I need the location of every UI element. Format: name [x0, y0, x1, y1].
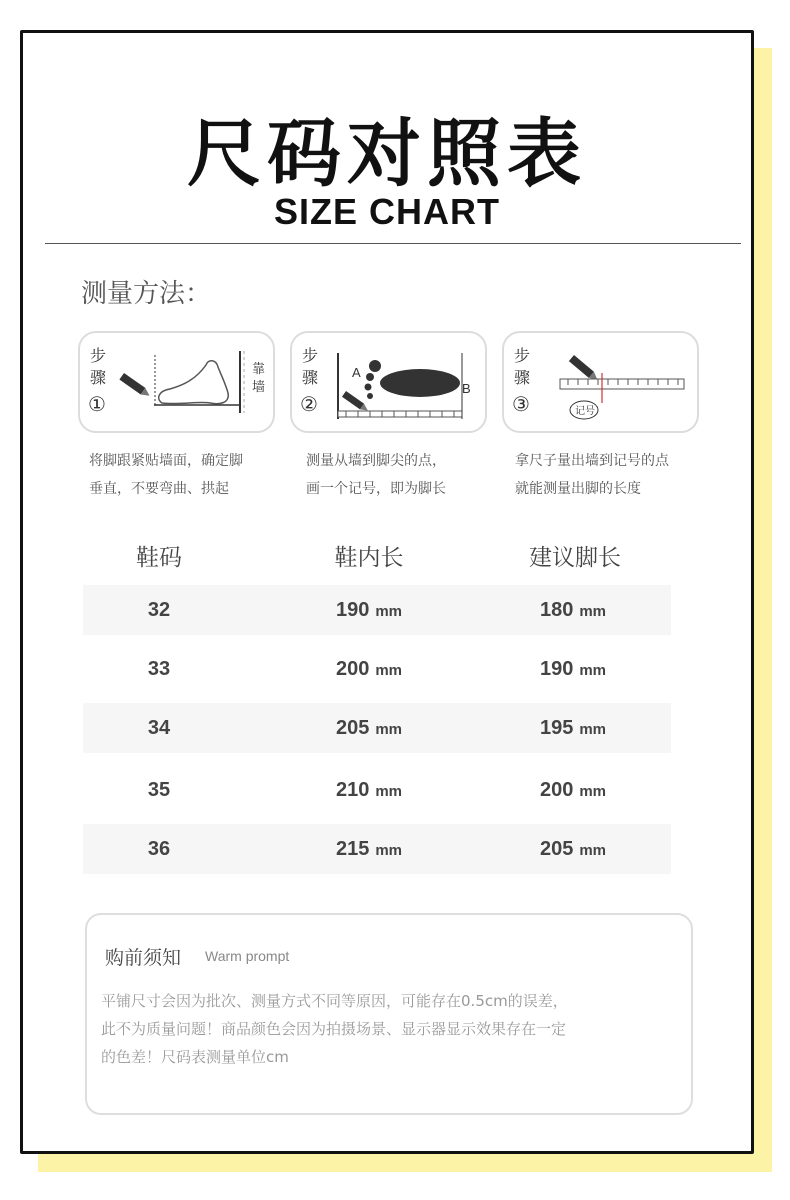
foot-icon	[159, 361, 229, 404]
cell-size: 35	[147, 779, 171, 801]
ruler-icon	[560, 379, 684, 389]
cell-inner: 210 mm	[335, 779, 403, 801]
step-3-description	[515, 447, 715, 503]
step-card-1	[78, 331, 275, 433]
step-1-desc-line2: 垂直，不要弯曲、拱起	[89, 481, 229, 497]
cell-foot: 180 mm	[539, 599, 607, 621]
step-label-top: 步	[90, 346, 107, 365]
method-heading: 测量方法：	[81, 279, 212, 309]
step-number: ①	[88, 392, 106, 416]
notice-line-2: 此不为质量问题！商品颜色会因为拍摄场景、显示器显示效果存在一定	[101, 1020, 567, 1038]
step-2-illustration	[292, 333, 489, 435]
step-label-top: 步	[302, 346, 319, 365]
table-row	[83, 703, 671, 753]
step-1-desc-line1: 将脚跟紧贴墙面，确定脚	[89, 453, 243, 469]
cell-size: 34	[147, 717, 171, 739]
cell-inner: 200 mm	[335, 658, 403, 680]
cell-inner: 205 mm	[335, 717, 403, 739]
mark-label: 记号	[575, 406, 595, 417]
step-label-top: 步	[514, 346, 531, 365]
footprint-icon	[365, 360, 461, 399]
cell-size: 32	[147, 599, 171, 621]
cell-foot: 190 mm	[539, 658, 607, 680]
point-a-label: A	[352, 365, 361, 380]
table-row	[83, 765, 671, 815]
step-card-3	[502, 331, 699, 433]
divider	[45, 243, 741, 244]
cell-size: 33	[147, 658, 171, 680]
table-row	[83, 585, 671, 635]
step-number: ②	[300, 392, 318, 416]
step-3-desc-line2: 就能测量出脚的长度	[515, 481, 641, 497]
header-shoe-size: 鞋码	[136, 545, 182, 571]
notice-body	[101, 987, 681, 1071]
notice-line-1: 平铺尺寸会因为批次、测量方式不同等原因，可能存在0.5cm的误差，	[101, 992, 568, 1010]
step-2-desc-line2: 画一个记号，即为脚长	[306, 481, 446, 497]
cell-foot: 195 mm	[539, 717, 607, 739]
page-title: 尺码对照表	[187, 111, 587, 197]
wall-label-2: 墙	[252, 380, 266, 395]
purchase-notice	[85, 913, 693, 1115]
cell-foot: 205 mm	[539, 838, 607, 860]
cell-inner: 215 mm	[335, 838, 403, 860]
notice-title: 购前须知	[105, 947, 182, 969]
cell-inner: 190 mm	[335, 599, 403, 621]
step-2-description	[306, 447, 506, 503]
notice-line-3: 的色差！尺码表测量单位cm	[101, 1048, 289, 1066]
pencil-icon	[119, 373, 151, 399]
header-foot-length: 建议脚长	[529, 545, 621, 571]
step-3-illustration	[504, 333, 701, 435]
wall-label-1: 靠	[252, 362, 266, 377]
table-row	[83, 824, 671, 874]
cell-size: 36	[147, 838, 171, 860]
cell-foot: 200 mm	[539, 779, 607, 801]
point-b-label: B	[462, 381, 471, 396]
header-inner-length: 鞋内长	[334, 545, 404, 571]
pencil-icon	[342, 391, 370, 413]
step-label-mid: 骤	[302, 368, 319, 387]
step-2-desc-line1: 测量从墙到脚尖的点，	[306, 453, 446, 469]
table-row	[83, 644, 671, 694]
step-label-mid: 骤	[514, 368, 531, 387]
step-1-description	[89, 447, 289, 503]
step-number: ③	[512, 392, 530, 416]
step-card-2	[290, 331, 487, 433]
step-3-desc-line1: 拿尺子量出墙到记号的点	[515, 453, 669, 469]
ruler-icon	[338, 411, 462, 417]
size-chart-card	[20, 30, 754, 1154]
notice-subtitle: Warm prompt	[205, 948, 290, 964]
step-1-illustration	[80, 333, 277, 435]
step-label-mid: 骤	[90, 368, 107, 387]
page-subtitle: SIZE CHART	[274, 191, 500, 232]
